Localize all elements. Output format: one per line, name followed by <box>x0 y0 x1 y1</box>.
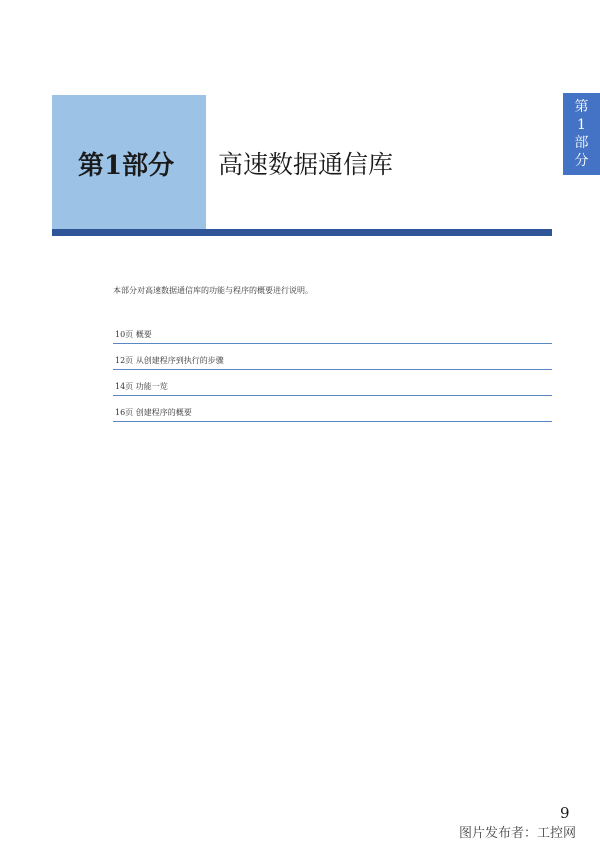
intro-text: 本部分对高速数据通信库的功能与程序的概要进行说明。 <box>113 286 313 295</box>
page-number: 9 <box>560 804 570 822</box>
side-tab-line: 分 <box>574 153 589 169</box>
toc-item[interactable] <box>113 344 552 370</box>
side-tab-line: 1 <box>577 117 586 133</box>
toc-list <box>113 318 552 422</box>
toc-item[interactable] <box>113 318 552 344</box>
toc-item-text: 10页 概要 <box>115 330 152 339</box>
part-title: 高速数据通信库 <box>218 150 394 179</box>
side-tab <box>563 93 600 175</box>
side-tab-line: 第 <box>574 99 589 115</box>
watermark: 图片发布者：工控网 <box>459 826 577 841</box>
toc-item-text: 16页 创建程序的概要 <box>115 408 192 417</box>
toc-item-text: 12页 从创建程序到执行的步骤 <box>115 356 224 365</box>
part-label: 第1部分 <box>78 151 175 181</box>
header-bar <box>52 229 552 236</box>
toc-item[interactable] <box>113 370 552 396</box>
side-tab-line: 部 <box>574 135 589 151</box>
toc-item-text: 14页 功能一览 <box>115 382 168 391</box>
toc-item[interactable] <box>113 396 552 422</box>
